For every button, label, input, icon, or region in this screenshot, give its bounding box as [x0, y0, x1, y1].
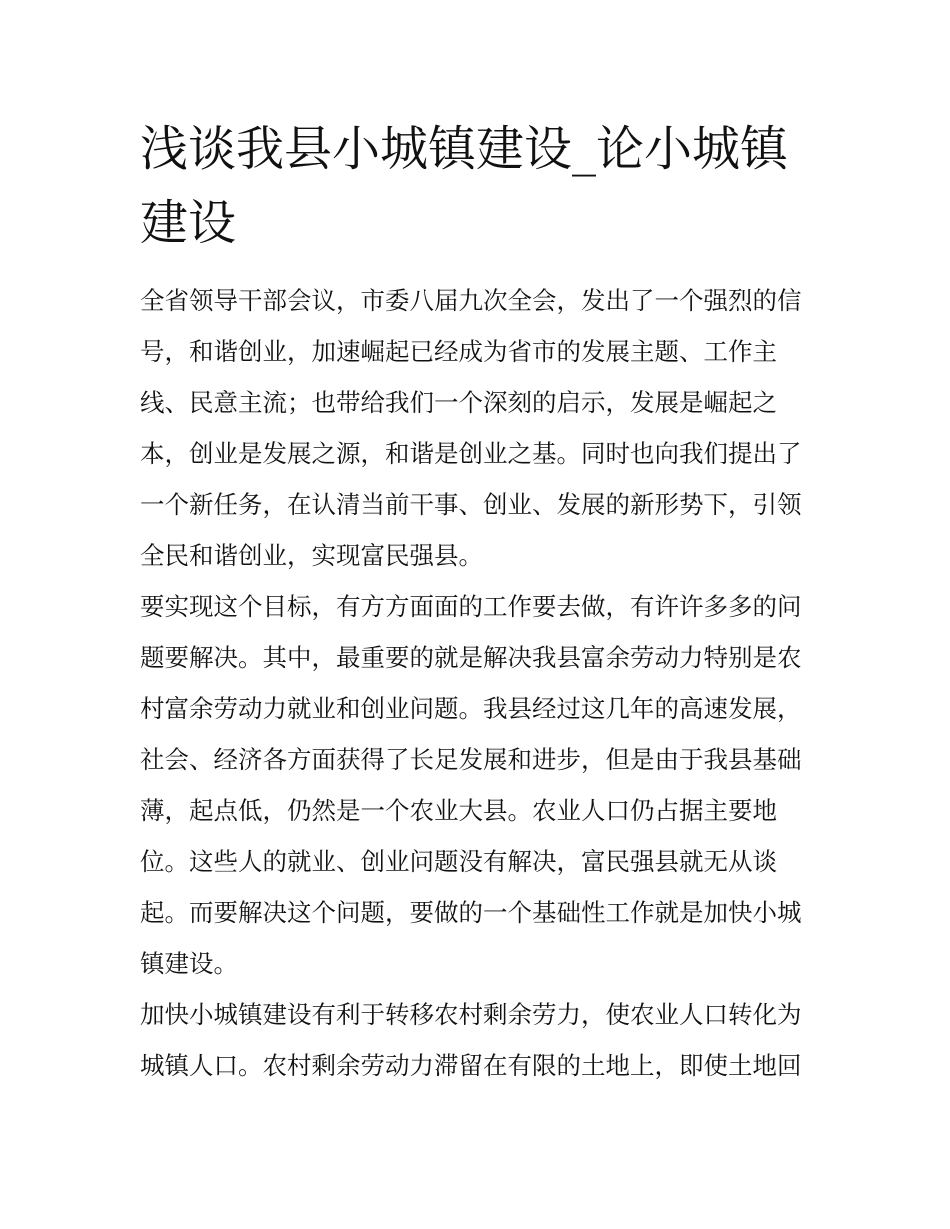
paragraph-1: 全省领导干部会议，市委八届九次全会，发出了一个强烈的信号，和谐创业，加速崛起已经成为省市的发展主题、工作主线、民意主流；也带给我们一个深刻的启示，发展是崛起之本，创业是发展之源，和谐是创业之基。同时也向我们提出了一个新任务，在认清当前干事、创业、发展的新形势下，引领全民和谐创业，实现富民强县。	[140, 286, 802, 570]
paragraph-3: 加快小城镇建设有利于转移农村剩余劳力，使农业人口转化为城镇人口。农村剩余劳动力滞留在有限的土地上，即使土地回	[140, 1000, 802, 1080]
document-title: 浅谈我县小城镇建设_论小城镇建设	[140, 121, 789, 251]
document-body	[140, 112, 815, 1091]
paragraph-2: 要实现这个目标，有方方面面的工作要去做，有许许多多的问题要解决。其中，最重要的就是解决我县富余劳动力特别是农村富余劳动力就业和创业问题。我县经过这几年的高速发展，社会、经济各方面获得了长足发展和进步，但是由于我县基础薄，起点低，仍然是一个农业大县。农业人口仍占据主要地位。这些人的就业、创业问题没有解决，富民强县就无从谈起。而要解决这个问题，要做的一个基础性工作就是加快小城镇建设。	[140, 592, 802, 978]
